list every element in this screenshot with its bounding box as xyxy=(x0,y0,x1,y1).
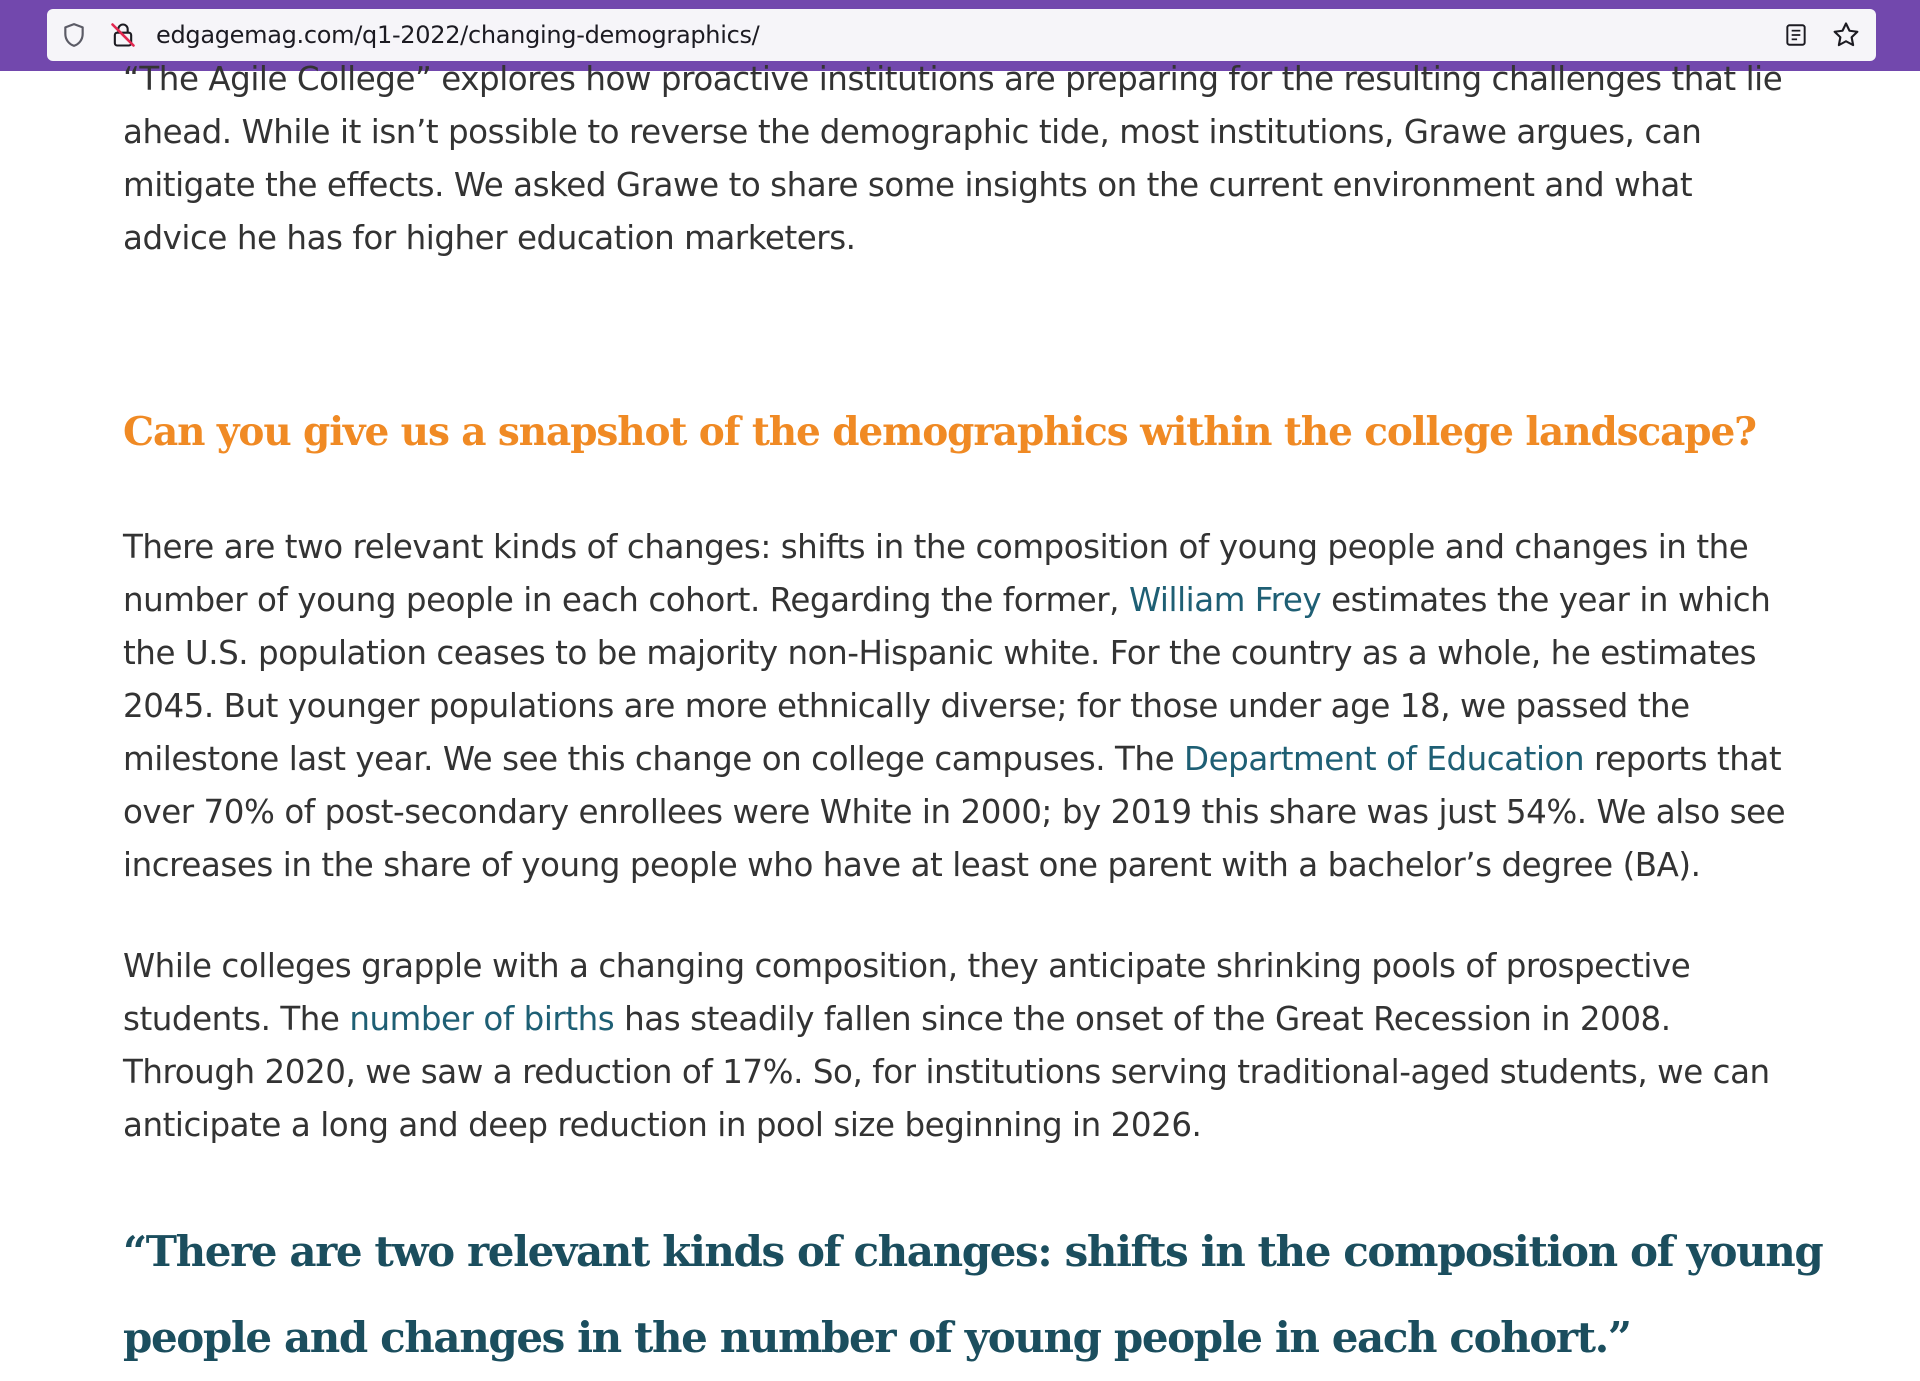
paragraph-line: Through 2020, we saw a reduction of 17%. So, for institutions serving traditional-aged students, we can xyxy=(123,1053,1770,1091)
paragraph-line xyxy=(123,574,1785,627)
paragraph-line: advice he has for higher education marketers. xyxy=(123,219,856,257)
text-segment: has steadily fallen since the onset of the Great Recession in 2008. xyxy=(614,1000,1671,1038)
section-heading: Can you give us a snapshot of the demographics within the college landscape? xyxy=(123,409,1756,455)
paragraph-line xyxy=(123,993,1770,1046)
link-william-frey[interactable]: William Frey xyxy=(1128,581,1322,619)
shield-icon[interactable] xyxy=(61,22,87,48)
paragraph-line: While colleges grapple with a changing composition, they anticipate shrinking pools of prospective xyxy=(123,947,1691,985)
text-segment: milestone last year. We see this change on college campuses. The xyxy=(123,740,1185,778)
link-number-of-births[interactable]: number of births xyxy=(349,1000,615,1038)
paragraph-line: increases in the share of young people who have at least one parent with a bachelor’s degree (BA). xyxy=(123,846,1701,884)
paragraph-line: “The Agile College” explores how proactive institutions are preparing for the resulting challenges that lie xyxy=(123,60,1783,98)
insecure-lock-icon[interactable] xyxy=(109,21,137,49)
paragraph-demographic-changes xyxy=(123,521,1785,892)
paragraph-line: the U.S. population ceases to be majority non-Hispanic white. For the country as a whole, he estimates xyxy=(123,634,1757,672)
text-segment: number of young people in each cohort. Regarding the former, xyxy=(123,581,1129,619)
link-department-of-education[interactable]: Department of Education xyxy=(1184,740,1585,778)
pull-quote-line: people and changes in the number of young people in each cohort.” xyxy=(123,1313,1631,1362)
reader-view-icon[interactable] xyxy=(1783,21,1809,49)
intro-paragraph xyxy=(123,53,1782,265)
pull-quote xyxy=(123,1209,1822,1381)
text-segment: students. The xyxy=(123,1000,350,1038)
bookmark-star-icon[interactable] xyxy=(1831,20,1861,50)
paragraph-line: over 70% of post-secondary enrollees were White in 2000; by 2019 this share was just 54%. We also see xyxy=(123,793,1786,831)
text-segment: estimates the year in which xyxy=(1321,581,1771,619)
paragraph-line: There are two relevant kinds of changes: shifts in the composition of young people and changes in the xyxy=(123,528,1749,566)
paragraph-line: mitigate the effects. We asked Grawe to share some insights on the current environment and what xyxy=(123,166,1693,204)
pull-quote-line: “There are two relevant kinds of changes: shifts in the composition of young xyxy=(123,1227,1823,1276)
text-segment: reports that xyxy=(1584,740,1782,778)
paragraph-shrinking-pools xyxy=(123,940,1770,1152)
paragraph-line: ahead. While it isn’t possible to reverse the demographic tide, most institutions, Grawe argues, can xyxy=(123,113,1702,151)
paragraph-line: anticipate a long and deep reduction in pool size beginning in 2026. xyxy=(123,1106,1202,1144)
paragraph-line: 2045. But younger populations are more ethnically diverse; for those under age 18, we passed the xyxy=(123,687,1690,725)
url-text[interactable]: edgagemag.com/q1-2022/changing-demographics/ xyxy=(156,21,760,49)
paragraph-line xyxy=(123,733,1785,786)
